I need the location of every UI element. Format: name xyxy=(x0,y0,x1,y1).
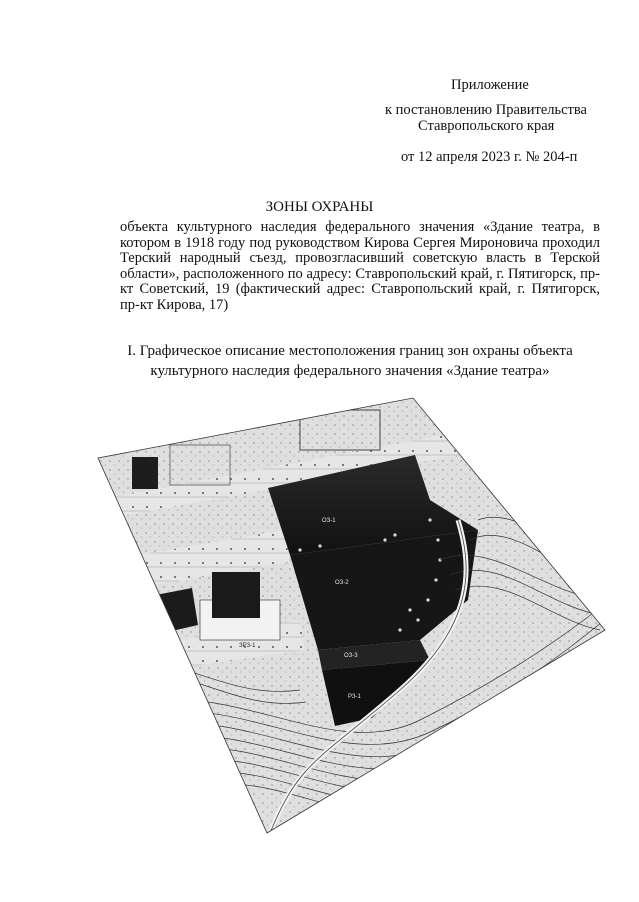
object-marker-block xyxy=(132,457,158,489)
zone-label-oz2: ОЗ-2 xyxy=(335,580,349,586)
appendix-label: Приложение xyxy=(451,77,529,93)
zone-label-rz1: РЗ-1 xyxy=(348,694,361,700)
decree-reference-line1: к постановлению Правительства xyxy=(385,102,587,118)
decree-reference-line2: Ставропольского края xyxy=(418,118,555,134)
section-heading-line2: культурного наследия федерального значения «Здание театра» xyxy=(150,363,550,379)
zone-label-oz3: ОЗ-3 xyxy=(344,653,358,659)
object-description: объекта культурного наследия федерального значения «Здание театра, в котором в 1918 году под руководством Кирова Сергея Мироновича проходил Терский народный съезд, провозгласивший советскую власть в Терской области», расположенного по адресу: Ставропольский край, г. Пятигорск, пр-кт Советский, 19 (фактический адрес: Ставропольский край, г. Пятигорск, пр-кт Кирова, 17) xyxy=(120,219,600,313)
building-block xyxy=(130,610,170,650)
object-marker-block xyxy=(212,572,260,618)
zone-label-zrz1: ЗРЗ-1 xyxy=(239,643,256,649)
document-title: ЗОНЫ ОХРАНЫ xyxy=(265,199,374,215)
section-heading-line1: I. Графическое описание местоположения границ зон охраны объекта xyxy=(127,343,573,359)
decree-date: от 12 апреля 2023 г. № 204-п xyxy=(401,149,578,165)
zone-label-oz1: ОЗ-1 xyxy=(322,518,336,524)
